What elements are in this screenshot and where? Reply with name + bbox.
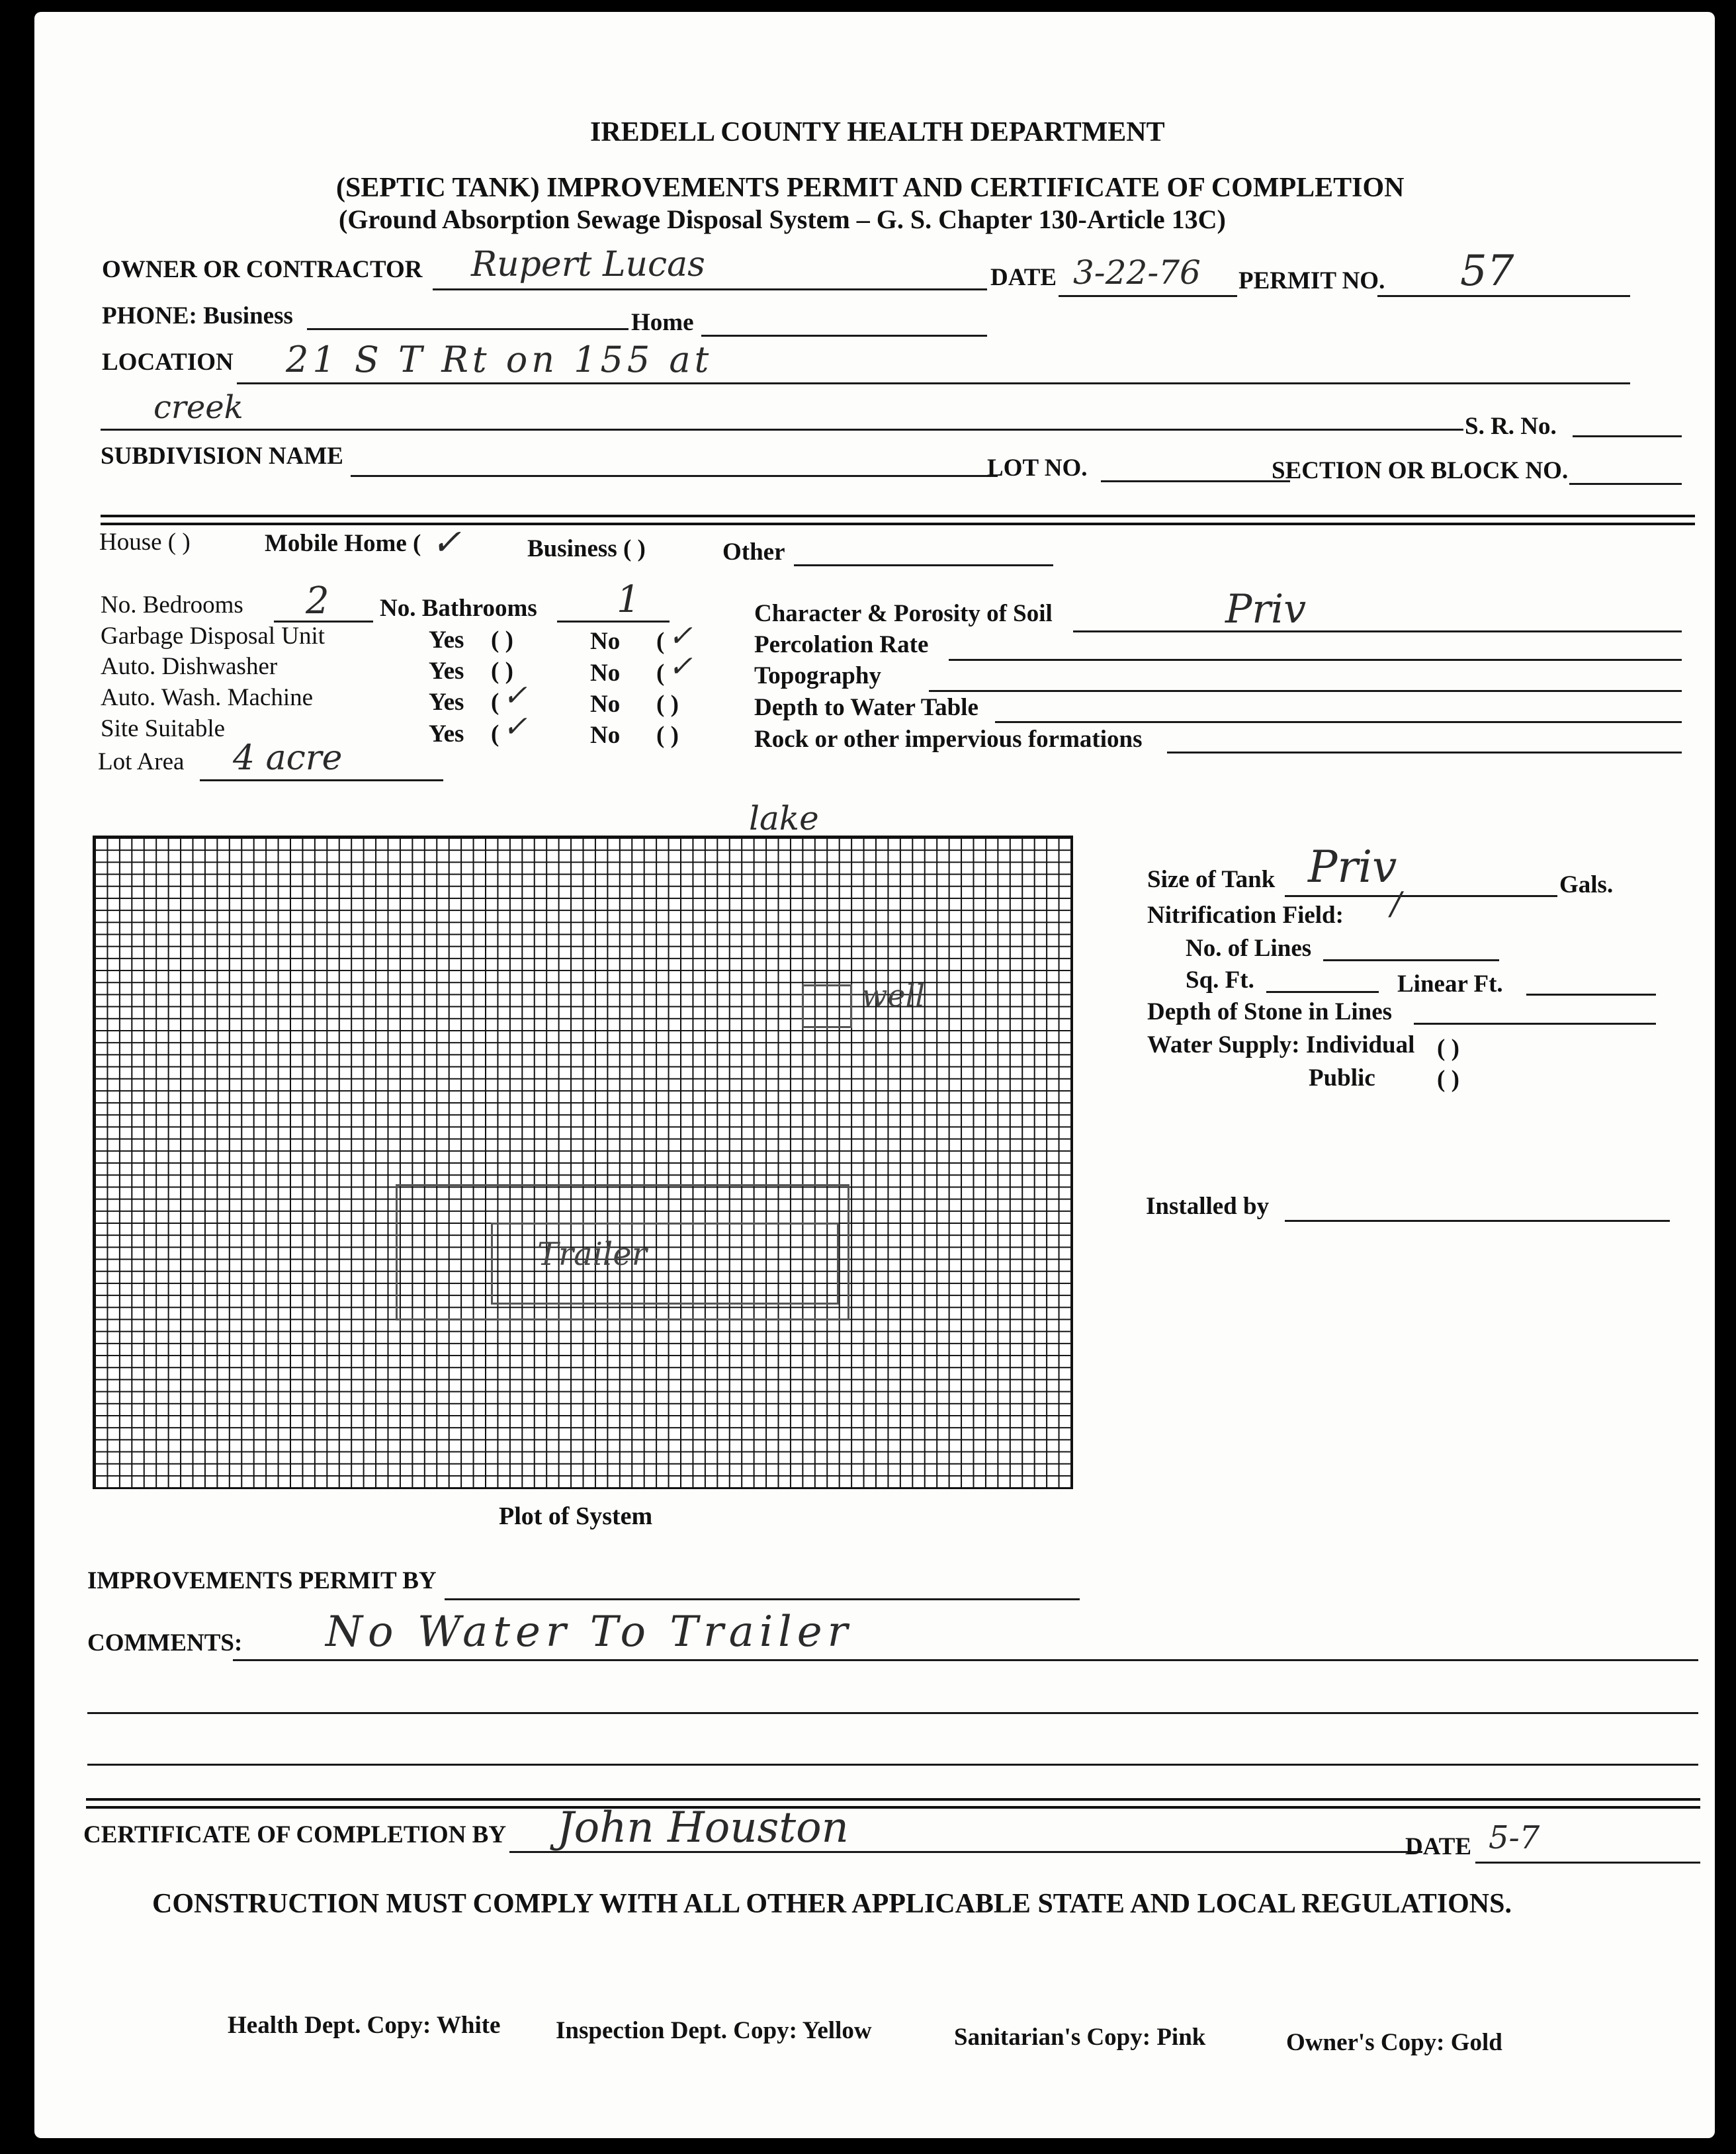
sq-ft-label: Sq. Ft. <box>1186 967 1254 994</box>
linear-ft-line <box>1526 994 1656 996</box>
wash-yes-open: ( <box>491 689 499 716</box>
section-block-label: SECTION OR BLOCK NO. <box>1272 457 1569 484</box>
lot-area-value: 4 acre <box>233 738 343 778</box>
footer-health-copy: Health Dept. Copy: White <box>228 2012 501 2039</box>
site-yes: Yes <box>429 720 464 748</box>
garbage-no: No <box>590 628 621 655</box>
subdivision-label: SUBDIVISION NAME <box>101 443 343 470</box>
other-option: Other <box>722 538 785 566</box>
other-line <box>794 564 1053 566</box>
sr-no-label: S. R. No. <box>1465 413 1557 440</box>
dishwasher-label: Auto. Dishwasher <box>101 653 278 680</box>
permit-no-label: PERMIT NO. <box>1238 267 1385 294</box>
location-label: LOCATION <box>102 349 234 376</box>
size-tank-label: Size of Tank <box>1147 866 1276 893</box>
bedrooms-value: 2 <box>306 580 329 623</box>
plot-grid <box>93 836 1073 1489</box>
garbage-yes-box: ( ) <box>491 626 513 654</box>
phone-business-label: PHONE: Business <box>102 302 293 329</box>
form-title: (SEPTIC TANK) IMPROVEMENTS PERMIT AND CERTIFICATE OF COMPLETION <box>336 173 1405 203</box>
mobile-home-mark: ✓ <box>431 521 462 563</box>
divider-top-2 <box>101 523 1695 525</box>
no-lines-label: No. of Lines <box>1186 935 1312 962</box>
permit-form <box>34 12 1715 2138</box>
business-option: Business ( ) <box>527 535 646 562</box>
footer-owner-copy: Owner's Copy: Gold <box>1286 2029 1502 2056</box>
water-public-label: Public <box>1309 1064 1375 1092</box>
site-suitable-label: Site Suitable <box>101 715 226 742</box>
location-line <box>237 382 1630 384</box>
certificate-by-label: CERTIFICATE OF COMPLETION BY <box>83 1821 507 1848</box>
lot-area-label: Lot Area <box>98 748 185 775</box>
form-subtitle: (Ground Absorption Sewage Disposal System – G. S. Chapter 130-Article 13C) <box>339 204 1226 234</box>
house-option: House ( ) <box>99 529 191 556</box>
garbage-no-open: ( <box>656 628 665 655</box>
site-no: No <box>590 722 621 749</box>
divider-top <box>101 515 1695 517</box>
soil-value: Priv <box>1225 586 1307 632</box>
soil-label: Character & Porosity of Soil <box>754 600 1053 627</box>
garbage-yes: Yes <box>429 626 464 654</box>
dishwasher-yes: Yes <box>429 658 464 685</box>
owner-label: OWNER OR CONTRACTOR <box>102 256 423 283</box>
bedrooms-label: No. Bedrooms <box>101 591 243 619</box>
date2-value: 5-7 <box>1489 1819 1540 1856</box>
water-supply-label: Water Supply: Individual <box>1147 1031 1415 1058</box>
mobile-home-option: Mobile Home ( <box>265 530 421 557</box>
rock-label: Rock or other impervious formations <box>754 726 1143 753</box>
water-table-line <box>995 721 1682 723</box>
footer-sanitarian-copy: Sanitarian's Copy: Pink <box>954 2024 1206 2051</box>
site-yes-mark: ✓ <box>503 710 527 744</box>
date-line <box>1059 295 1237 297</box>
location-value-1: 21 S T Rt on 155 at <box>286 339 713 380</box>
linear-ft-label: Linear Ft. <box>1397 970 1503 998</box>
dishwasher-no-mark: ✓ <box>668 650 693 683</box>
comments-value: No Water To Trailer <box>326 1608 853 1657</box>
comments-line-3 <box>87 1764 1698 1766</box>
water-table-label: Depth to Water Table <box>754 694 978 721</box>
plot-trailer-label: Trailer <box>537 1236 647 1273</box>
comments-line-1 <box>233 1659 1698 1661</box>
perc-label: Percolation Rate <box>754 631 929 658</box>
gals-label: Gals. <box>1559 871 1614 898</box>
department-title: IREDELL COUNTY HEALTH DEPARTMENT <box>590 117 1165 148</box>
installed-by-line <box>1285 1220 1670 1222</box>
garbage-no-mark: ✓ <box>668 619 693 653</box>
depth-stone-label: Depth of Stone in Lines <box>1147 998 1393 1025</box>
improvements-by-label: IMPROVEMENTS PERMIT BY <box>87 1567 437 1594</box>
nitrification-mark: / <box>1391 885 1402 922</box>
topo-label: Topography <box>754 662 881 689</box>
comments-line-2 <box>87 1712 1698 1714</box>
wash-yes: Yes <box>429 689 464 716</box>
dishwasher-no-open: ( <box>656 660 665 687</box>
owner-line <box>433 288 987 290</box>
lot-area-line <box>200 779 443 781</box>
garbage-label: Garbage Disposal Unit <box>101 623 326 650</box>
phone-home-line <box>701 335 987 337</box>
nitrification-label: Nitrification Field: <box>1147 902 1344 929</box>
date-value: 3-22-76 <box>1073 253 1201 292</box>
subdivision-line <box>351 475 998 477</box>
lot-no-line <box>1101 480 1290 482</box>
sq-ft-line <box>1266 991 1379 993</box>
date2-line <box>1475 1862 1700 1864</box>
wash-no-box: ( ) <box>656 691 679 718</box>
site-yes-open: ( <box>491 720 499 748</box>
date-label: DATE <box>990 264 1057 291</box>
bathrooms-label: No. Bathrooms <box>380 595 537 622</box>
size-tank-value: Priv <box>1308 841 1397 892</box>
owner-value: Rupert Lucas <box>471 245 705 284</box>
location-value-2: creek <box>153 389 243 426</box>
location-line-2 <box>101 429 1463 431</box>
compliance-notice: CONSTRUCTION MUST COMPLY WITH ALL OTHER APPLICABLE STATE AND LOCAL REGULATIONS. <box>152 1889 1512 1919</box>
plot-caption: Plot of System <box>499 1502 653 1530</box>
section-block-line <box>1569 483 1682 485</box>
water-public-box: ( ) <box>1437 1066 1459 1093</box>
plot-well-label: well <box>861 978 926 1013</box>
depth-stone-line <box>1414 1023 1656 1025</box>
installed-by-label: Installed by <box>1146 1193 1270 1220</box>
improvements-by-line <box>445 1598 1080 1600</box>
no-lines-line <box>1323 959 1499 961</box>
dishwasher-yes-box: ( ) <box>491 658 513 685</box>
lot-no-label: LOT NO. <box>987 454 1088 482</box>
water-individual-box: ( ) <box>1437 1035 1459 1062</box>
site-no-box: ( ) <box>656 722 679 749</box>
bathrooms-value: 1 <box>617 578 640 621</box>
soil-line <box>1073 630 1682 632</box>
phone-business-line <box>307 328 629 330</box>
certificate-by-value: John Houston <box>557 1803 849 1852</box>
rock-line <box>1167 752 1682 754</box>
dishwasher-no: No <box>590 660 621 687</box>
comments-label: COMMENTS: <box>87 1629 243 1657</box>
permit-no-value: 57 <box>1460 247 1514 296</box>
wash-no: No <box>590 691 621 718</box>
plot-lake-label: lake <box>749 799 819 838</box>
divider-bottom-2 <box>86 1806 1700 1809</box>
divider-bottom <box>86 1798 1700 1801</box>
topo-line <box>929 690 1682 692</box>
perc-line <box>949 659 1682 661</box>
sr-no-line <box>1573 435 1682 437</box>
date2-label: DATE <box>1405 1833 1472 1860</box>
footer-inspection-copy: Inspection Dept. Copy: Yellow <box>556 2017 872 2044</box>
phone-home-label: Home <box>631 309 694 336</box>
wash-machine-label: Auto. Wash. Machine <box>101 684 314 711</box>
bathrooms-line <box>557 621 670 623</box>
wash-yes-mark: ✓ <box>503 679 527 712</box>
plot-well-box <box>802 984 852 1028</box>
size-tank-line <box>1285 895 1557 897</box>
